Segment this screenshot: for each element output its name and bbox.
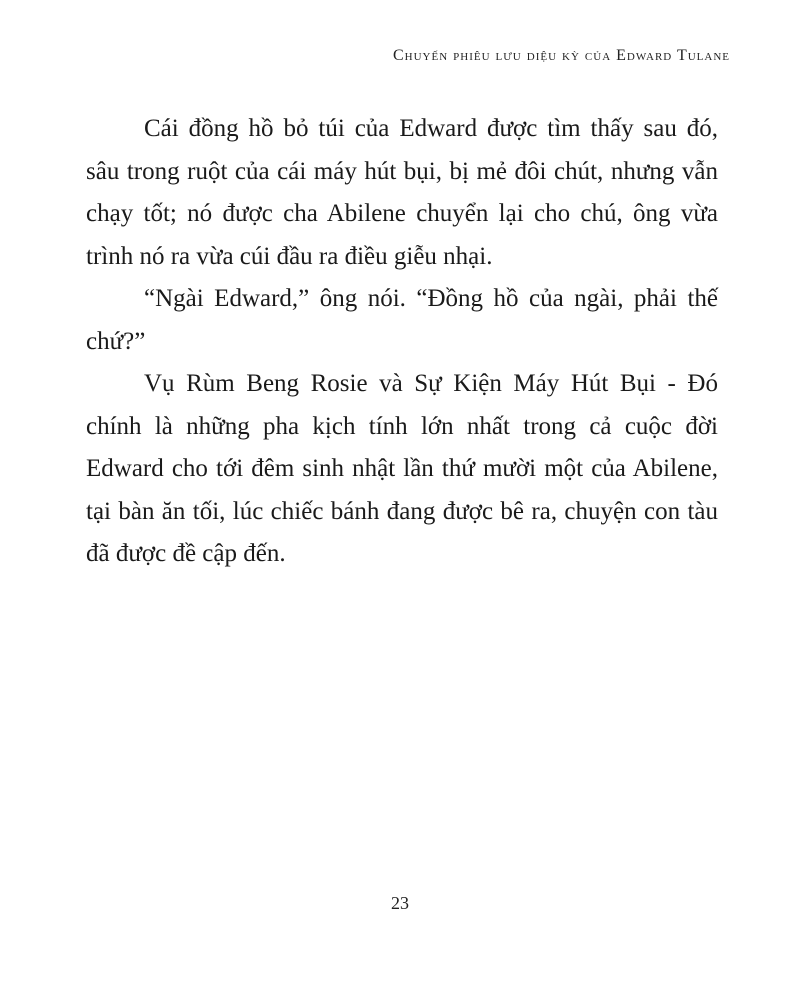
paragraph-pocket-watch bbox=[86, 108, 718, 278]
text-line: đã được đề cập đến. bbox=[86, 540, 286, 567]
text-line: Edward cho tới đêm sinh nhật lần thứ mười một của Abilene, bbox=[86, 455, 718, 482]
body-text bbox=[86, 108, 718, 576]
text-line: trình nó ra vừa cúi đầu ra điều giễu nhại. bbox=[86, 242, 493, 270]
paragraph-dialogue bbox=[86, 278, 718, 363]
text-line: chạy tốt; nó được cha Abilene chuyển lại cho chú, ông vừa bbox=[86, 200, 718, 227]
text-line: chứ?” bbox=[86, 327, 146, 355]
text-line: tại bàn ăn tối, lúc chiếc bánh đang được bê ra, chuyện con tàu bbox=[86, 497, 718, 525]
text-line: chính là những pha kịch tính lớn nhất trong cả cuộc đời bbox=[86, 412, 718, 440]
page-number: 23 bbox=[391, 893, 409, 913]
text-line: Vụ Rùm Beng Rosie và Sự Kiện Máy Hút Bụi - Đó bbox=[144, 370, 718, 397]
text-line: Cái đồng hồ bỏ túi của Edward được tìm thấy sau đó, bbox=[144, 115, 718, 142]
text-line: sâu trong ruột của cái máy hút bụi, bị mẻ đôi chút, nhưng vẫn bbox=[86, 157, 718, 185]
paragraph-events bbox=[86, 363, 718, 576]
running-header: Chuyến phiêu lưu diệu kỳ của Edward Tulane bbox=[393, 47, 730, 64]
text-line: “Ngài Edward,” ông nói. “Đồng hồ của ngài, phải thế bbox=[144, 285, 718, 312]
